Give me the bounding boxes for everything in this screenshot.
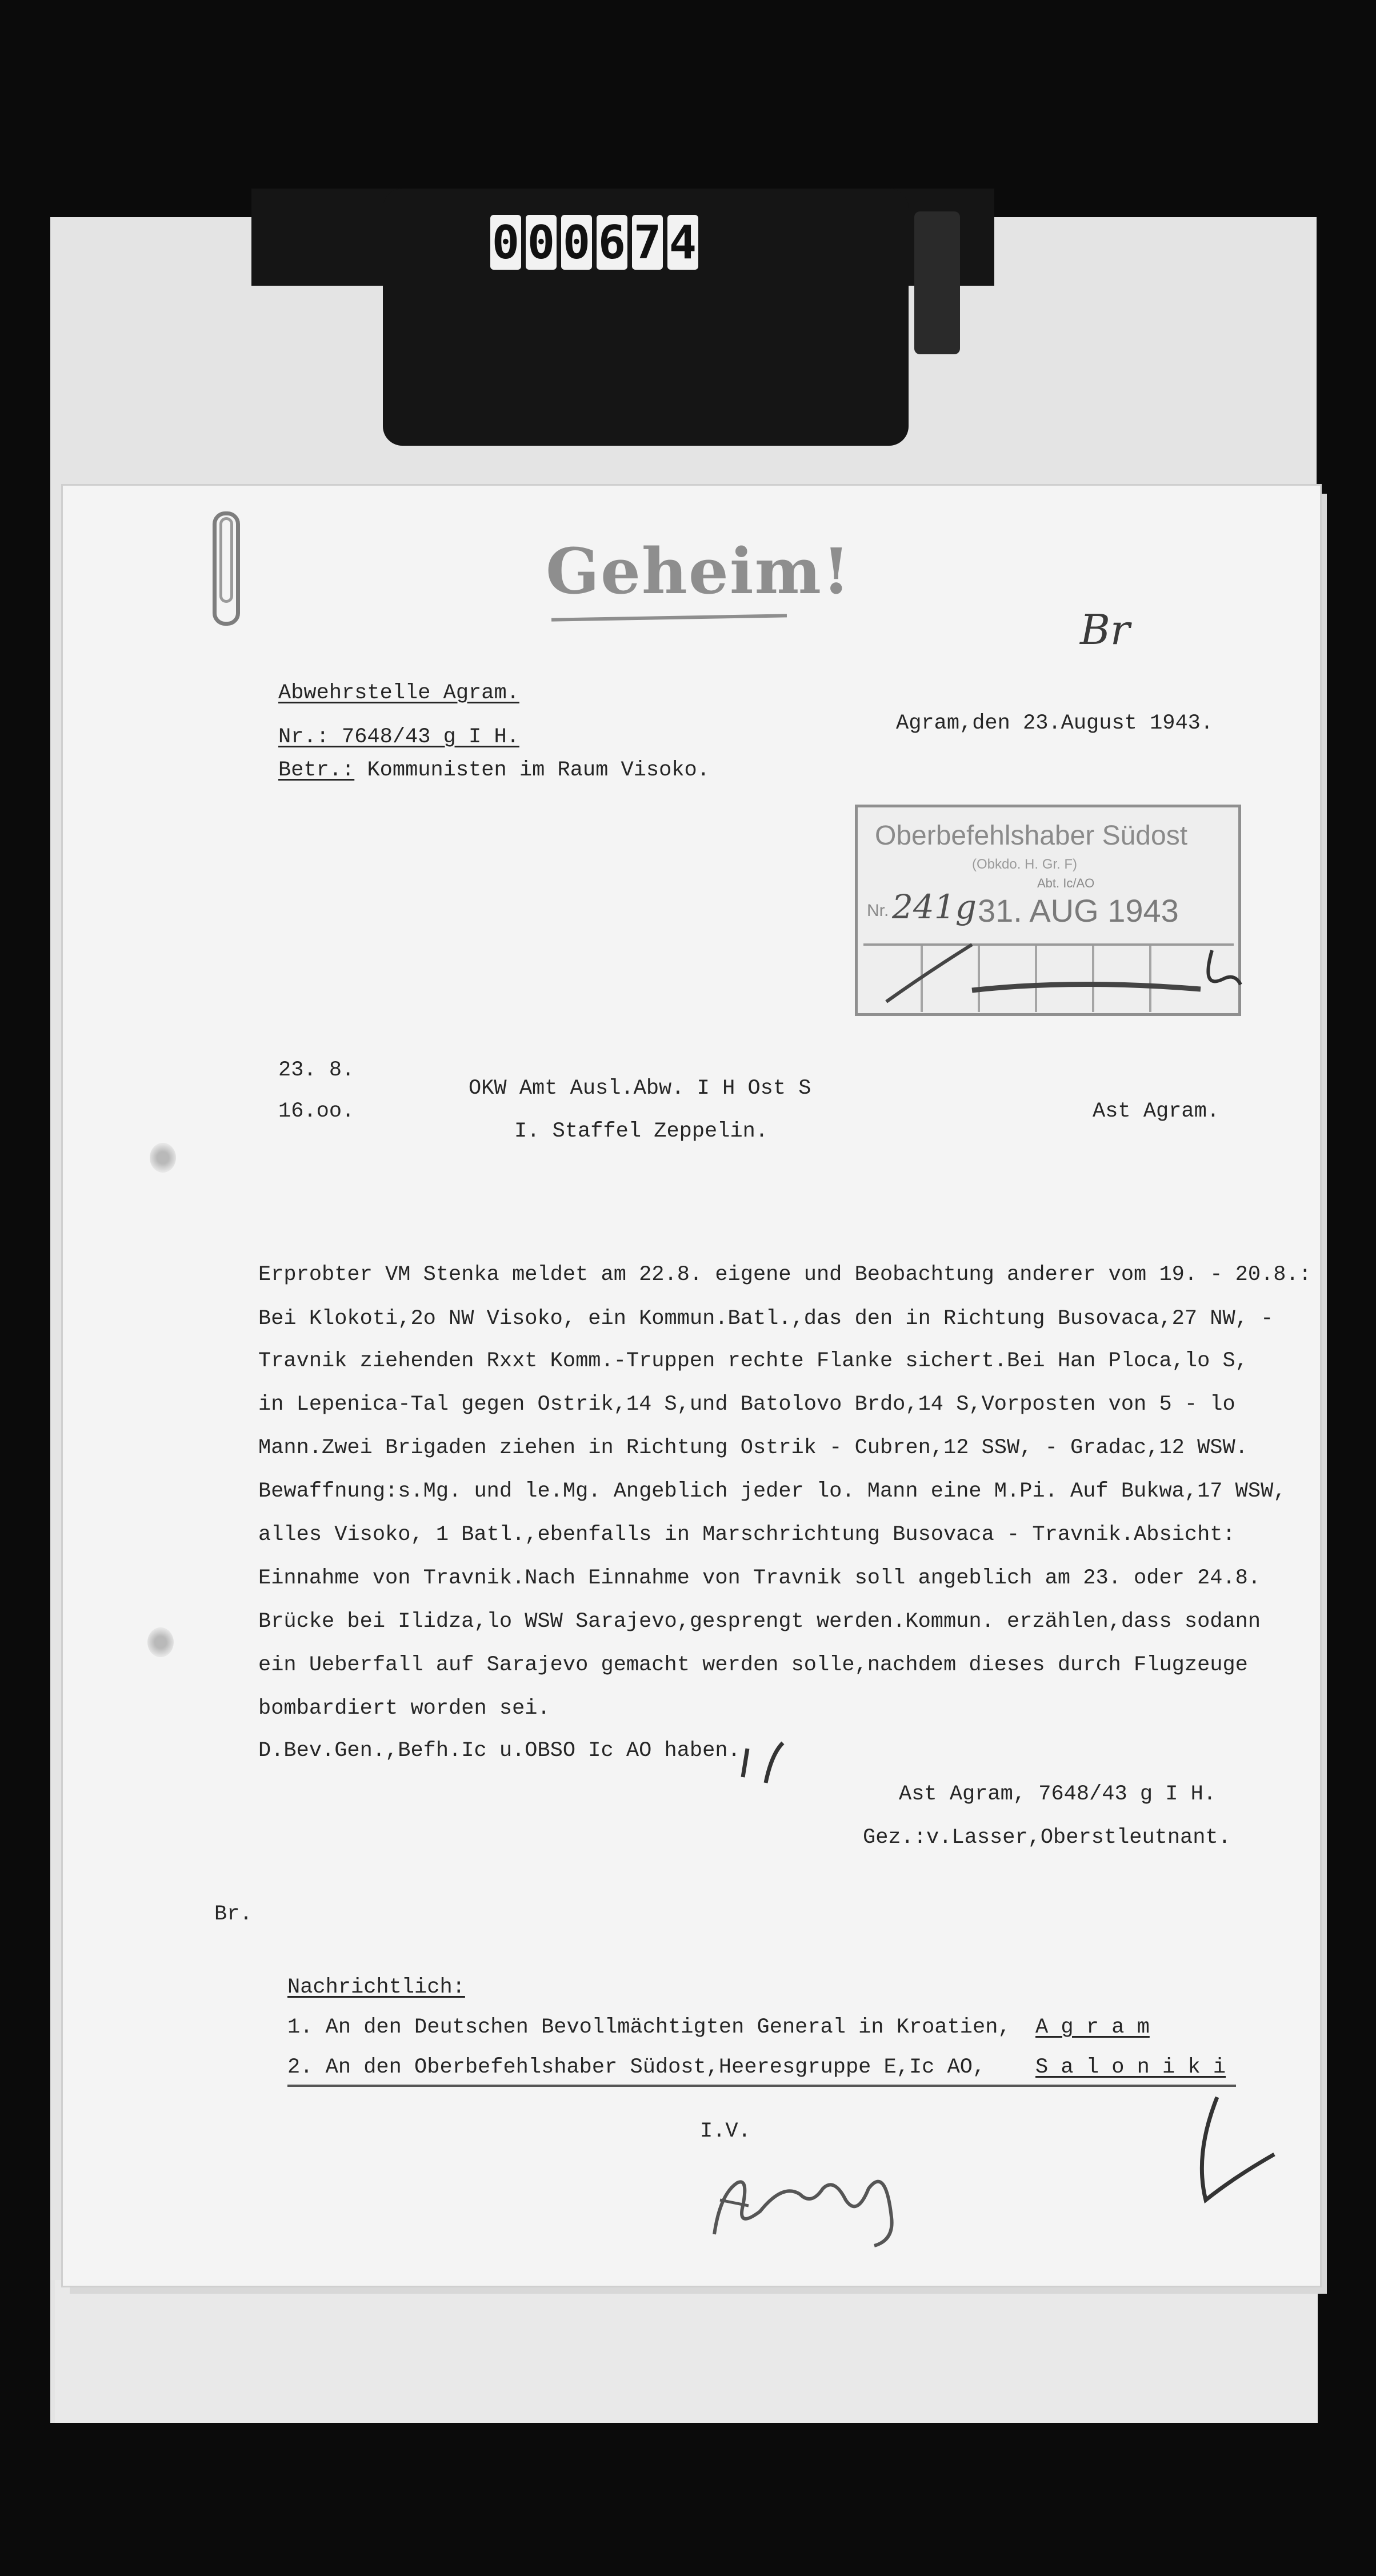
place-date: Agram,den 23.August 1943. [896,711,1214,735]
telegram-sender: Ast Agram. [1093,1099,1220,1123]
frame-counter-digits [490,215,698,272]
classification-stamp: Geheim! [546,534,851,608]
receipt-stamp-title: Oberbefehlshaber Südost [875,821,1188,851]
iv-label: I.V. [700,2119,751,2143]
distribution-rule [287,2085,1236,2087]
receipt-stamp-date: 31. AUG 1943 [978,893,1179,929]
punch-hole [150,1143,176,1173]
body-line: Einnahme von Travnik.Nach Einnahme von Travnik soll angeblich am 23. oder 24.8. [258,1566,1261,1590]
handwritten-check-mark [731,1737,794,1789]
handwritten-mark [1183,2086,1286,2217]
distribution-heading: Nachrichtlich: [287,1975,465,1999]
receipt-stamp-nr-label: Nr. [867,901,889,920]
handwritten-initials: Br [1080,606,1130,654]
telegram-addressee-1: OKW Amt Ausl.Abw. I H Ost S [469,1077,811,1101]
distribution-place: A g r a m [1035,2015,1150,2039]
body-line: D.Bev.Gen.,Befh.Ic u.OBSO Ic AO haben. [258,1739,741,1763]
counter-digit: 0 [526,215,557,270]
body-line: ein Ueberfall auf Sarajevo gemacht werden solle,nachdem dieses durch Flugzeuge [258,1653,1248,1677]
receipt-stamp-subtitle: (Obkdo. H. Gr. F) [972,857,1078,872]
body-line: in Lepenica-Tal gegen Ostrik,14 S,und Batolovo Brdo,14 S,Vorposten von 5 - lo [258,1393,1235,1417]
receipt-stamp [855,805,1241,1016]
body-line: Bewaffnung:s.Mg. und le.Mg. Angeblich jeder lo. Mann eine M.Pi. Auf Bukwa,17 WSW, [258,1479,1286,1503]
sheet-lower-edge [55,2280,1318,2423]
body-line: Travnik ziehenden Rxxt Komm.-Truppen rechte Flanke sichert.Bei Han Ploca,lo S, [258,1349,1248,1373]
paper-clip-inner [219,517,233,603]
distribution-item: 1. An den Deutschen Bevollmächtigten General in Kroatien, [287,2015,1011,2039]
body-line: Bei Klokoti,2o NW Visoko, ein Kommun.Batl.,das den in Richtung Busovaca,27 NW, - [258,1307,1274,1331]
body-line: Mann.Zwei Brigaden ziehen in Richtung Ostrik - Cubren,12 SSW, - Gradac,12 WSW. [258,1436,1248,1460]
signature-reference: Ast Agram, 7648/43 g I H. [899,1782,1217,1806]
receipt-stamp-pen-marks [858,807,1244,1019]
body-line: bombardiert worden sei. [258,1697,550,1721]
receipt-stamp-office: Abt. Ic/AO [1037,876,1095,890]
subject-line [278,760,710,781]
body-line: Erprobter VM Stenka meldet am 22.8. eigene und Beobachtung anderer vom 19. - 20.8.: [258,1263,1311,1287]
receipt-stamp-nr: 241g [892,887,977,926]
counter-digit: 4 [667,215,698,270]
author-initials: Br. [214,1902,253,1926]
signature-signed: Gez.:v.Lasser,Oberstleutnant. [863,1826,1231,1850]
body-line: alles Visoko, 1 Batl.,ebenfalls in Marschrichtung Busovaca - Travnik.Absicht: [258,1523,1235,1547]
telegram-time: 16.oo. [278,1099,355,1123]
handwritten-signature [703,2149,920,2251]
office-name: Abwehrstelle Agram. [278,681,519,705]
frame-counter-knob [914,211,960,354]
subject-text: Kommunisten im Raum Visoko. [367,758,710,782]
counter-digit: 0 [561,215,592,270]
counter-digit: 6 [597,215,627,270]
counter-digit: 0 [490,215,521,270]
punch-hole [147,1627,174,1657]
body-line: Brücke bei Ilidza,lo WSW Sarajevo,gesprengt werden.Kommun. erzählen,dass sodann [258,1610,1261,1634]
distribution-item: 2. An den Oberbefehlshaber Südost,Heeresgruppe E,Ic AO, [287,2055,986,2079]
document-number: Nr.: 7648/43 g I H. [278,725,519,749]
subject-label: Betr.: [278,758,355,782]
telegram-date: 23. 8. [278,1058,355,1082]
counter-digit: 7 [632,215,663,270]
telegram-addressee-2: I. Staffel Zeppelin. [514,1119,769,1143]
distribution-place: S a l o n i k i [1035,2055,1226,2079]
